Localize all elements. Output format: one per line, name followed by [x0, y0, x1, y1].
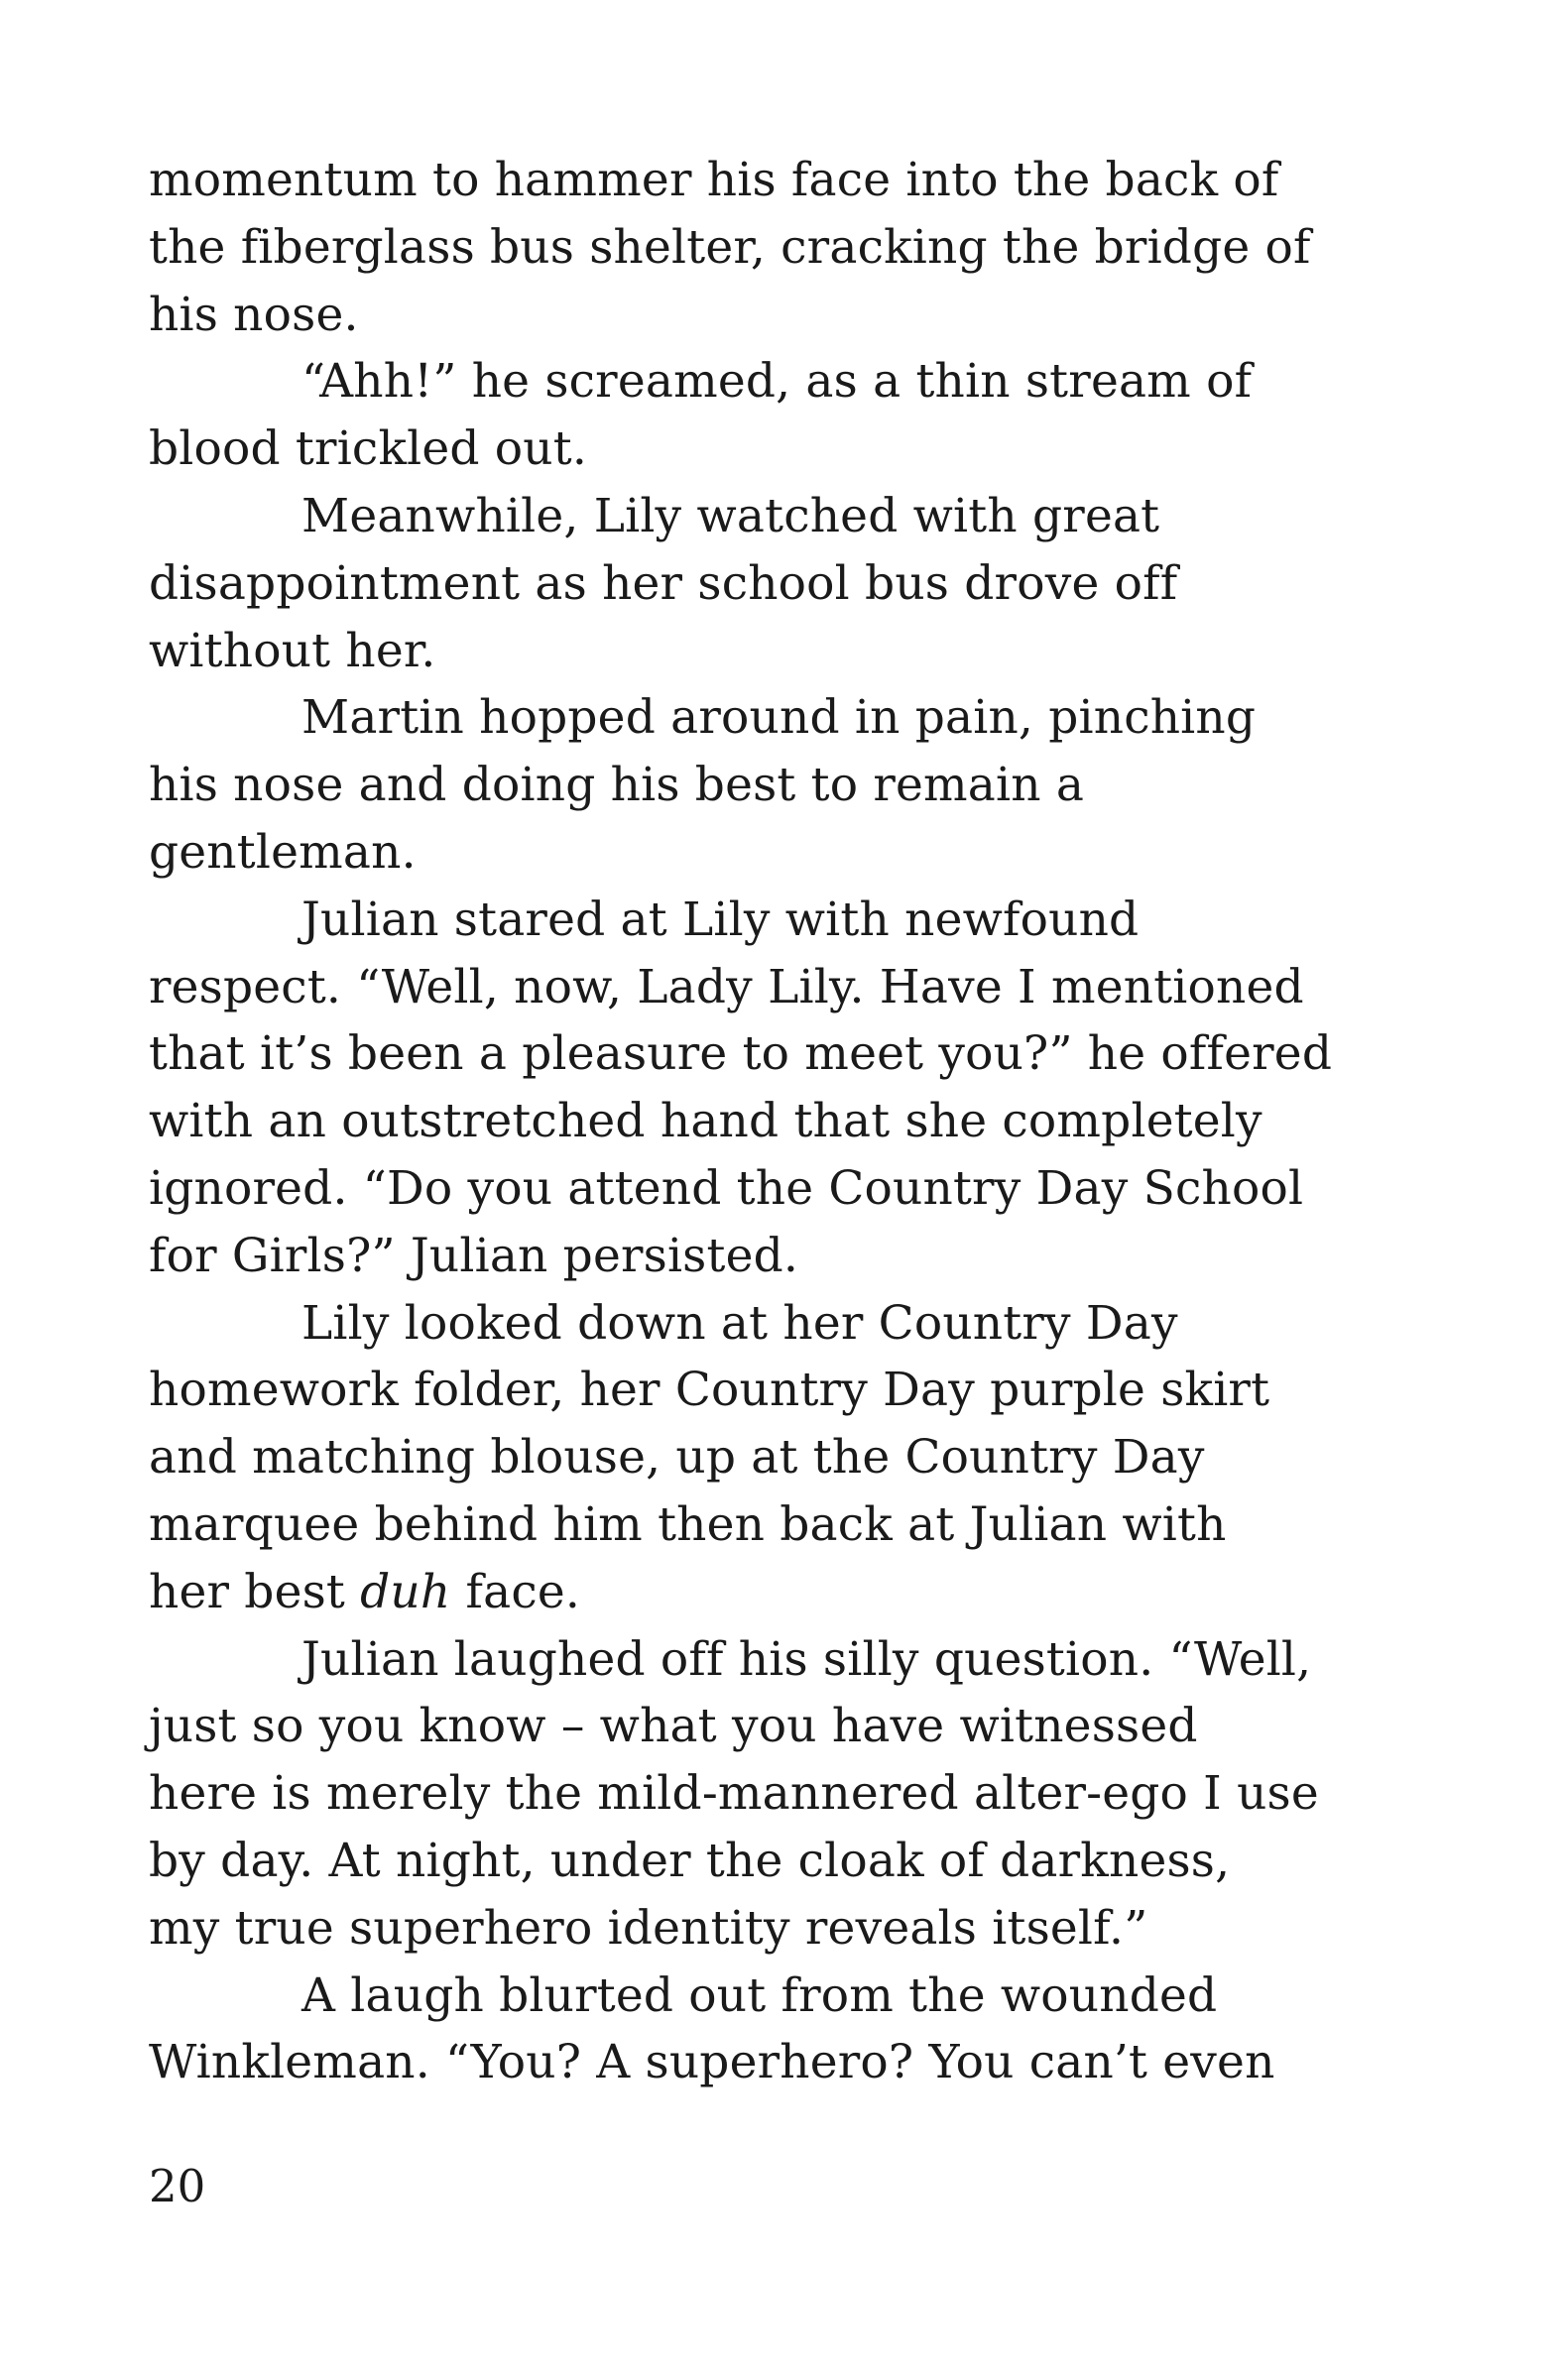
text-segment: without her.	[149, 623, 436, 678]
text-segment: marquee behind him then back at Julian with	[149, 1496, 1227, 1552]
text-segment: with an outstretched hand that she completely	[149, 1094, 1262, 1149]
text-segment: for Girls?” Julian persisted.	[149, 1228, 799, 1283]
text-line	[149, 887, 1369, 954]
text-line	[149, 684, 1369, 752]
text-line	[149, 147, 1369, 214]
text-segment: respect. “Well, now, Lady Lily. Have I mentioned	[149, 959, 1304, 1014]
text-line	[149, 1020, 1369, 1088]
text-line	[149, 1693, 1369, 1760]
text-line	[149, 1424, 1369, 1491]
text-line	[149, 1963, 1369, 2030]
text-segment: blood trickled out.	[149, 421, 587, 477]
text-line	[149, 214, 1369, 282]
text-segment: gentleman.	[149, 824, 417, 880]
text-line	[149, 618, 1369, 685]
text-line	[149, 1626, 1369, 1694]
text-line	[149, 819, 1369, 887]
text-segment: momentum to hammer his face into the back of	[149, 153, 1279, 207]
text-line	[149, 752, 1369, 819]
text-line	[149, 1088, 1369, 1155]
text-line	[149, 1290, 1369, 1358]
text-line	[149, 1760, 1369, 1828]
text-segment: disappointment as her school bus drove off	[149, 555, 1178, 611]
text-line	[149, 1895, 1369, 1963]
body-text	[149, 147, 1369, 2096]
text-line	[149, 954, 1369, 1021]
text-segment: my true superhero identity reveals itself.”	[149, 1900, 1148, 1956]
text-line	[149, 348, 1369, 416]
text-line	[149, 1559, 1369, 1626]
text-segment: that it’s been a pleasure to meet you?” he offered	[149, 1026, 1333, 1082]
text-segment: ignored. “Do you attend the Country Day School	[149, 1160, 1304, 1216]
text-segment: her best	[149, 1564, 361, 1619]
text-segment: Meanwhile, Lily watched with great	[301, 488, 1160, 543]
text-segment: the fiberglass bus shelter, cracking the bridge of	[149, 219, 1311, 275]
text-segment: homework folder, her Country Day purple skirt	[149, 1363, 1270, 1418]
text-segment: his nose and doing his best to remain a	[149, 758, 1085, 813]
text-segment: by day. At night, under the cloak of darkness,	[149, 1833, 1231, 1888]
text-segment: Martin hopped around in pain, pinching	[301, 690, 1257, 746]
text-segment: Lily looked down at her Country Day	[301, 1295, 1178, 1351]
text-line	[149, 1491, 1369, 1559]
text-line	[149, 483, 1369, 550]
text-segment: Winkleman. “You? A superhero? You can’t even	[149, 2035, 1275, 2090]
text-line	[149, 1357, 1369, 1424]
page-number: 20	[149, 2160, 206, 2212]
text-segment: face.	[450, 1564, 581, 1619]
text-line	[149, 416, 1369, 483]
text-segment: just so you know – what you have witnessed	[149, 1699, 1198, 1754]
text-line	[149, 550, 1369, 618]
text-segment: Julian laughed off his silly question. “Well,	[301, 1631, 1312, 1687]
text-segment: Julian stared at Lily with newfound	[301, 892, 1140, 947]
text-line	[149, 1828, 1369, 1895]
text-line	[149, 282, 1369, 349]
text-segment: and matching blouse, up at the Country Day	[149, 1430, 1205, 1486]
text-segment: his nose.	[149, 287, 359, 342]
text-line	[149, 1155, 1369, 1223]
text-line	[149, 2029, 1369, 2096]
italic-text: duh	[360, 1564, 451, 1619]
text-segment: here is merely the mild-mannered alter-ego I use	[149, 1766, 1319, 1822]
text-segment: A laugh blurted out from the wounded	[301, 1967, 1218, 2023]
text-segment: “Ahh!” he screamed, as a thin stream of	[301, 354, 1253, 410]
text-line	[149, 1223, 1369, 1290]
